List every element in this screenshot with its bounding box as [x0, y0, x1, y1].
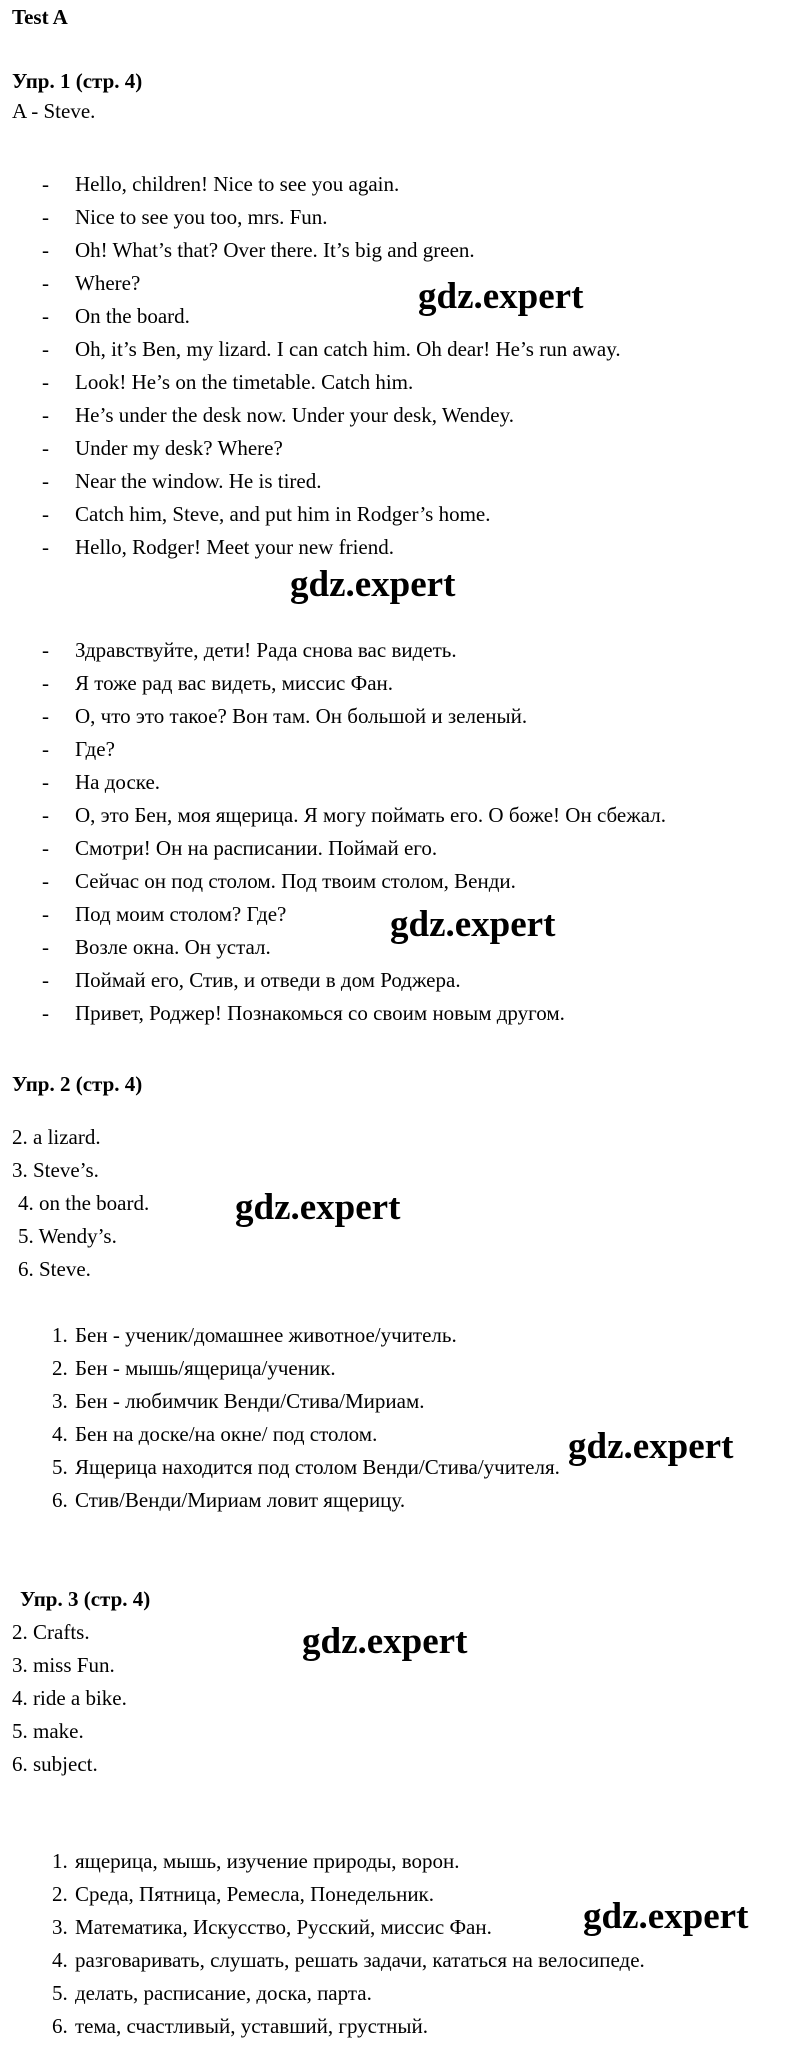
- dash-marker: -: [42, 535, 49, 559]
- ex2-heading: Упр. 2 (стр. 4): [12, 1072, 143, 1096]
- list-item: 4. on the board.: [18, 1191, 150, 1215]
- dash-marker: -: [42, 205, 49, 229]
- list-item: 4. ride a bike.: [12, 1686, 127, 1710]
- list-item: 3. Steve’s.: [12, 1158, 99, 1182]
- watermark: gdz.expert: [235, 1187, 401, 1228]
- page-title: Test A: [12, 5, 68, 29]
- dash-marker: -: [42, 469, 49, 493]
- watermark: gdz.expert: [290, 564, 456, 605]
- dash-marker: -: [42, 370, 49, 394]
- dash-marker: -: [42, 638, 49, 662]
- list-item: 2. a lizard.: [12, 1125, 101, 1149]
- dash-marker: -: [42, 803, 49, 827]
- dash-marker: -: [42, 869, 49, 893]
- watermark: gdz.expert: [568, 1426, 734, 1467]
- watermark: gdz.expert: [302, 1621, 468, 1662]
- dash-marker: -: [42, 1001, 49, 1025]
- ex3-heading: Упр. 3 (стр. 4): [20, 1587, 151, 1611]
- dash-marker: -: [42, 836, 49, 860]
- dash-marker: -: [42, 968, 49, 992]
- list-item: 5. Wendy’s.: [18, 1224, 117, 1248]
- dash-marker: -: [42, 337, 49, 361]
- dash-marker: -: [42, 172, 49, 196]
- dash-marker: -: [42, 902, 49, 926]
- ex1-heading: Упр. 1 (стр. 4): [12, 69, 143, 93]
- dash-marker: -: [42, 935, 49, 959]
- list-item: 6. Steve.: [18, 1257, 91, 1281]
- watermark: gdz.expert: [390, 904, 556, 945]
- dash-marker: -: [42, 737, 49, 761]
- dash-marker: -: [42, 704, 49, 728]
- dash-marker: -: [42, 271, 49, 295]
- list-item: 2. Crafts.: [12, 1620, 90, 1644]
- dash-marker: -: [42, 304, 49, 328]
- dash-marker: -: [42, 436, 49, 460]
- list-item: 3. miss Fun.: [12, 1653, 115, 1677]
- watermark: gdz.expert: [583, 1896, 749, 1937]
- list-item: 6. subject.: [12, 1752, 98, 1776]
- dash-marker: -: [42, 671, 49, 695]
- dash-marker: -: [42, 502, 49, 526]
- ex1-answer: A - Steve.: [12, 99, 96, 123]
- dash-marker: -: [42, 770, 49, 794]
- dash-marker: -: [42, 403, 49, 427]
- list-item: 5. make.: [12, 1719, 84, 1743]
- watermark: gdz.expert: [418, 276, 584, 317]
- dash-marker: -: [42, 238, 49, 262]
